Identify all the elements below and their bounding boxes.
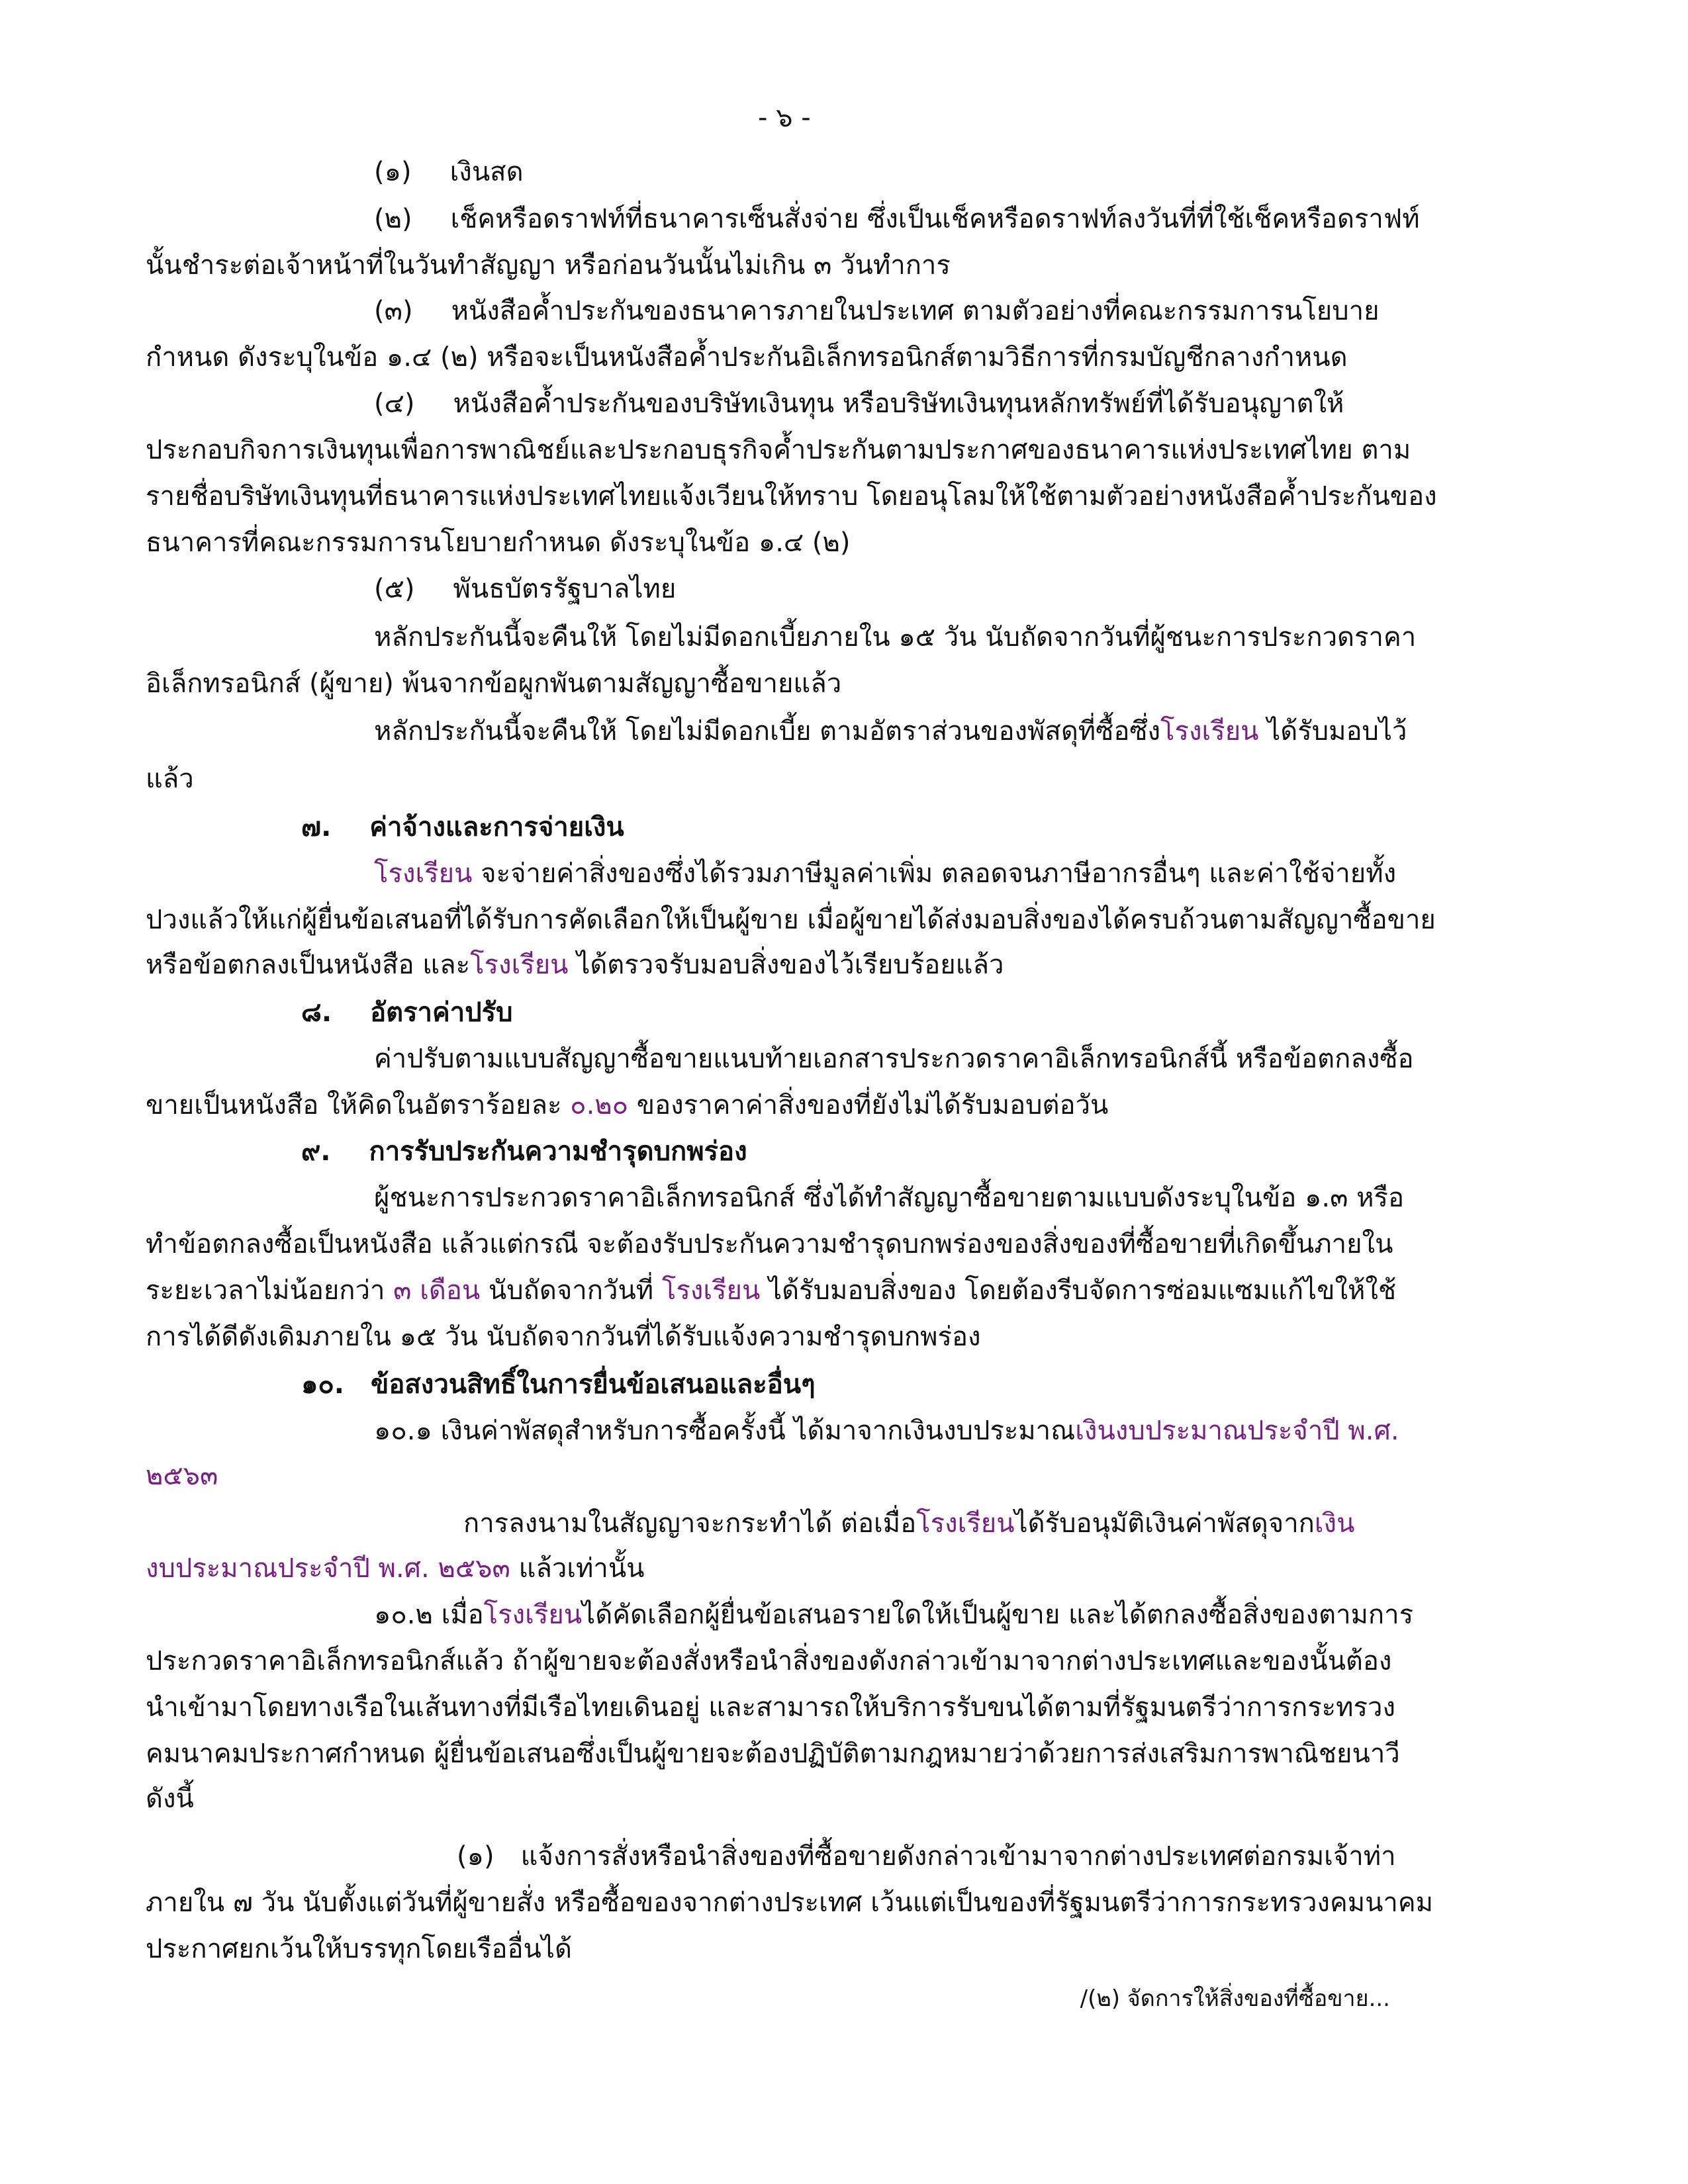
text-segment: ๑๐.๒ เมื่อ bbox=[374, 1600, 484, 1630]
section-heading bbox=[301, 807, 624, 847]
body-line bbox=[374, 1595, 1413, 1635]
continuation-note: /(๒) จัดการให้สิ่งของที่ซื้อขาย... bbox=[1080, 1985, 1390, 2012]
item-text: หนังสือค้ำประกันของบริษัทเงินทุน หรือบริษัทเงินทุนหลักทรัพย์ที่ได้รับอนุญาตให้ bbox=[453, 388, 1344, 419]
section-title: อัตราค่าปรับ bbox=[370, 997, 513, 1028]
highlight-text: เงิน bbox=[1314, 1508, 1355, 1539]
text-segment: ได้รับมอบสิ่งของ โดยต้องรีบจัดการซ่อมแซมแก้ไขให้ใช้ bbox=[760, 1275, 1397, 1306]
item-text: เงินสด bbox=[449, 157, 524, 187]
body-line: ดังนี้ bbox=[146, 1784, 194, 1814]
body-line bbox=[146, 1271, 1396, 1310]
text-segment: หลักประกันนี้จะคืนให้ โดยไม่มีดอกเบี้ย ตามอัตราส่วนของพัสดุที่ซื้อซึ่ง bbox=[374, 716, 1161, 747]
body-line: หลักประกันนี้จะคืนให้ โดยไม่มีดอกเบี้ยภายใน ๑๕ วัน นับถัดจากวันที่ผู้ชนะการประกวดราคา bbox=[374, 622, 1417, 653]
body-line: ภายใน ๗ วัน นับตั้งแต่วันที่ผู้ขายสั่ง หรือซื้อของจากต่างประเทศ เว้นแต่เป็นของที่รัฐมนตรีว่าการกระทรวงคมนาคม bbox=[146, 1888, 1434, 1918]
item-number: (๒) bbox=[374, 204, 412, 234]
body-line: รายชื่อบริษัทเงินทุนที่ธนาคารแห่งประเทศไทยแจ้งเวียนให้ทราบ โดยอนุโลมให้ใช้ตามตัวอย่างหนังสือค้ำประกันของ bbox=[146, 481, 1437, 512]
item-number: (๑) bbox=[457, 1841, 494, 1872]
body-line: ประกวดราคาอิเล็กทรอนิกส์แล้ว ถ้าผู้ขายจะต้องสั่งหรือนำสิ่งของดังกล่าวเข้ามาจากต่างประเทศและของนั้นต้อง bbox=[146, 1646, 1392, 1676]
highlight-text: โรงเรียน bbox=[483, 1600, 583, 1630]
highlight-text: โรงเรียน bbox=[374, 858, 473, 889]
highlight-text: โรงเรียน bbox=[916, 1508, 1015, 1539]
text-segment: ขายเป็นหนังสือ ให้คิดในอัตราร้อยละ bbox=[146, 1090, 571, 1120]
body-line bbox=[374, 711, 1407, 751]
body-line: ค่าปรับตามแบบสัญญาซื้อขายแนบท้ายเอกสารประกวดราคาอิเล็กทรอนิกส์นี้ หรือข้อตกลงซื้อ bbox=[374, 1044, 1414, 1074]
body-line bbox=[146, 1085, 1108, 1125]
text-segment: หรือข้อตกลงเป็นหนังสือ และ bbox=[146, 950, 471, 980]
body-line: อิเล็กทรอนิกส์ (ผู้ขาย) พ้นจากข้อผูกพันตามสัญญาซื้อขายแล้ว bbox=[146, 668, 842, 699]
section-number: ๗. bbox=[301, 812, 332, 842]
body-line: แล้ว bbox=[146, 764, 194, 794]
body-line bbox=[146, 945, 1004, 985]
section-heading bbox=[301, 1365, 816, 1404]
item-text: แจ้งการสั่งหรือนำสิ่งของที่ซื้อขายดังกล่าวเข้ามาจากต่างประเทศต่อกรมเจ้าท่า bbox=[520, 1841, 1396, 1872]
body-line: ผู้ชนะการประกวดราคาอิเล็กทรอนิกส์ ซึ่งได้ทำสัญญาซื้อขายตามแบบดังระบุในข้อ ๑.๓ หรือ bbox=[374, 1183, 1405, 1213]
item-number: (๕) bbox=[374, 574, 415, 604]
text-segment: ๑๐.๑ เงินค่าพัสดุสำหรับการซื้อครั้งนี้ ได้มาจากเงินงบประมาณ bbox=[374, 1416, 1076, 1446]
list-item bbox=[457, 1837, 1396, 1876]
body-line bbox=[146, 1456, 218, 1496]
body-line bbox=[374, 854, 1396, 893]
highlight-text: ๐.๒๐ bbox=[570, 1090, 629, 1120]
highlight-text: โรงเรียน bbox=[661, 1275, 761, 1306]
body-line: คมนาคมประกาศกำหนด ผู้ยื่นข้อเสนอซึ่งเป็นผู้ขายจะต้องปฏิบัติตามกฎหมายว่าด้วยการส่งเสริมการพาณิชยนาวี bbox=[146, 1739, 1400, 1769]
item-text: พันธบัตรรัฐบาลไทย bbox=[453, 574, 677, 604]
text-segment: แล้วเท่านั้น bbox=[510, 1553, 645, 1584]
section-title: ข้อสงวนสิทธิ์ในการยื่นข้อเสนอและอื่นๆ bbox=[371, 1369, 816, 1400]
body-line: การได้ดีดังเดิมภายใน ๑๕ วัน นับถัดจากวันที่ได้รับแจ้งความชำรุดบกพร่อง bbox=[146, 1322, 981, 1352]
section-number: ๙. bbox=[301, 1136, 331, 1167]
list-item bbox=[374, 384, 1344, 424]
list-item bbox=[374, 291, 1380, 331]
body-line bbox=[374, 1411, 1399, 1451]
section-title: ค่าจ้างและการจ่ายเงิน bbox=[369, 812, 624, 842]
text-segment: ได้รับมอบไว้ bbox=[1258, 716, 1407, 747]
item-text: หนังสือค้ำประกันของธนาคารภายในประเทศ ตามตัวอย่างที่คณะกรรมการนโยบาย bbox=[451, 296, 1380, 326]
body-line: ประกาศยกเว้นให้บรรทุกโดยเรืออื่นได้ bbox=[146, 1934, 572, 1964]
highlight-text: งบประมาณประจำปี พ.ศ. ๒๕๖๓ bbox=[146, 1553, 510, 1584]
body-line: กำหนด ดังระบุในข้อ ๑.๔ (๒) หรือจะเป็นหนังสือค้ำประกันอิเล็กทรอนิกส์ตามวิธีการที่กรมบัญชีกลางกำหนด bbox=[146, 342, 1348, 373]
section-heading bbox=[301, 993, 513, 1032]
body-line bbox=[463, 1504, 1354, 1543]
item-number: (๔) bbox=[374, 388, 415, 419]
section-heading bbox=[301, 1132, 747, 1171]
list-item bbox=[374, 152, 524, 192]
page-number: - ๖ - bbox=[758, 103, 811, 133]
body-line bbox=[146, 1549, 645, 1588]
highlight-text: ๓ เดือน bbox=[393, 1275, 481, 1306]
highlight-text: ๒๕๖๓ bbox=[146, 1461, 218, 1491]
section-number: ๘. bbox=[301, 997, 332, 1028]
text-segment: ได้ตรวจรับมอบสิ่งของไว้เรียบร้อยแล้ว bbox=[568, 950, 1004, 980]
text-segment: ของราคาค่าสิ่งของที่ยังไม่ได้รับมอบต่อวัน bbox=[628, 1090, 1109, 1120]
item-number: (๓) bbox=[374, 296, 413, 326]
body-line: นั้นชำระต่อเจ้าหน้าที่ในวันทำสัญญา หรือก่อนวันนั้นไม่เกิน ๓ วันทำการ bbox=[146, 250, 951, 281]
body-line: ปวงแล้วให้แก่ผู้ยื่นข้อเสนอที่ได้รับการคัดเลือกให้เป็นผู้ขาย เมื่อผู้ขายได้ส่งมอบสิ่งของได้ครบถ้วนตามสัญญาซื้อขาย bbox=[146, 905, 1436, 935]
highlight-text: โรงเรียน bbox=[470, 950, 569, 980]
highlight-text: เงินงบประมาณประจำปี พ.ศ. bbox=[1075, 1416, 1399, 1446]
text-segment: จะจ่ายค่าสิ่งของซึ่งได้รวมภาษีมูลค่าเพิ่ม ตลอดจนภาษีอากรอื่นๆ และค่าใช้จ่ายทั้ง bbox=[472, 858, 1397, 889]
list-item bbox=[374, 199, 1420, 239]
body-line: ทำข้อตกลงซื้อเป็นหนังสือ แล้วแต่กรณี จะต้องรับประกันความชำรุดบกพร่องของสิ่งของที่ซื้อขายที่เกิดขึ้นภายใน bbox=[146, 1229, 1393, 1259]
text-segment: ได้รับอนุมัติเงินค่าพัสดุจาก bbox=[1014, 1508, 1315, 1539]
body-line: ธนาคารที่คณะกรรมการนโยบายกำหนด ดังระบุในข้อ ๑.๔ (๒) bbox=[146, 527, 851, 558]
section-number: ๑๐. bbox=[301, 1369, 344, 1400]
body-line: นำเข้ามาโดยทางเรือในเส้นทางที่มีเรือไทยเดินอยู่ และสามารถให้บริการรับขนได้ตามที่รัฐมนตรีว่าการกระทรวง bbox=[146, 1692, 1396, 1723]
item-text: เช็คหรือดราฟท์ที่ธนาคารเซ็นสั่งจ่าย ซึ่งเป็นเช็คหรือดราฟท์ลงวันที่ที่ใช้เช็คหรือดราฟท์ bbox=[450, 204, 1420, 234]
list-item bbox=[374, 569, 676, 609]
body-line: ประกอบกิจการเงินทุนเพื่อการพาณิชย์และประกอบธุรกิจค้ำประกันตามประกาศของธนาคารแห่งประเทศไทย ตาม bbox=[146, 435, 1411, 465]
text-segment: ได้คัดเลือกผู้ยื่นข้อเสนอรายใดให้เป็นผู้ขาย และได้ตกลงซื้อสิ่งของตามการ bbox=[582, 1600, 1414, 1630]
item-number: (๑) bbox=[374, 157, 412, 187]
text-segment: การลงนามในสัญญาจะกระทำได้ ต่อเมื่อ bbox=[463, 1508, 917, 1539]
text-segment: ระยะเวลาไม่น้อยกว่า bbox=[146, 1275, 394, 1306]
section-title: การรับประกันความชำรุดบกพร่อง bbox=[369, 1136, 747, 1167]
highlight-text: โรงเรียน bbox=[1160, 716, 1259, 747]
text-segment: นับถัดจากวันที่ bbox=[480, 1275, 662, 1306]
